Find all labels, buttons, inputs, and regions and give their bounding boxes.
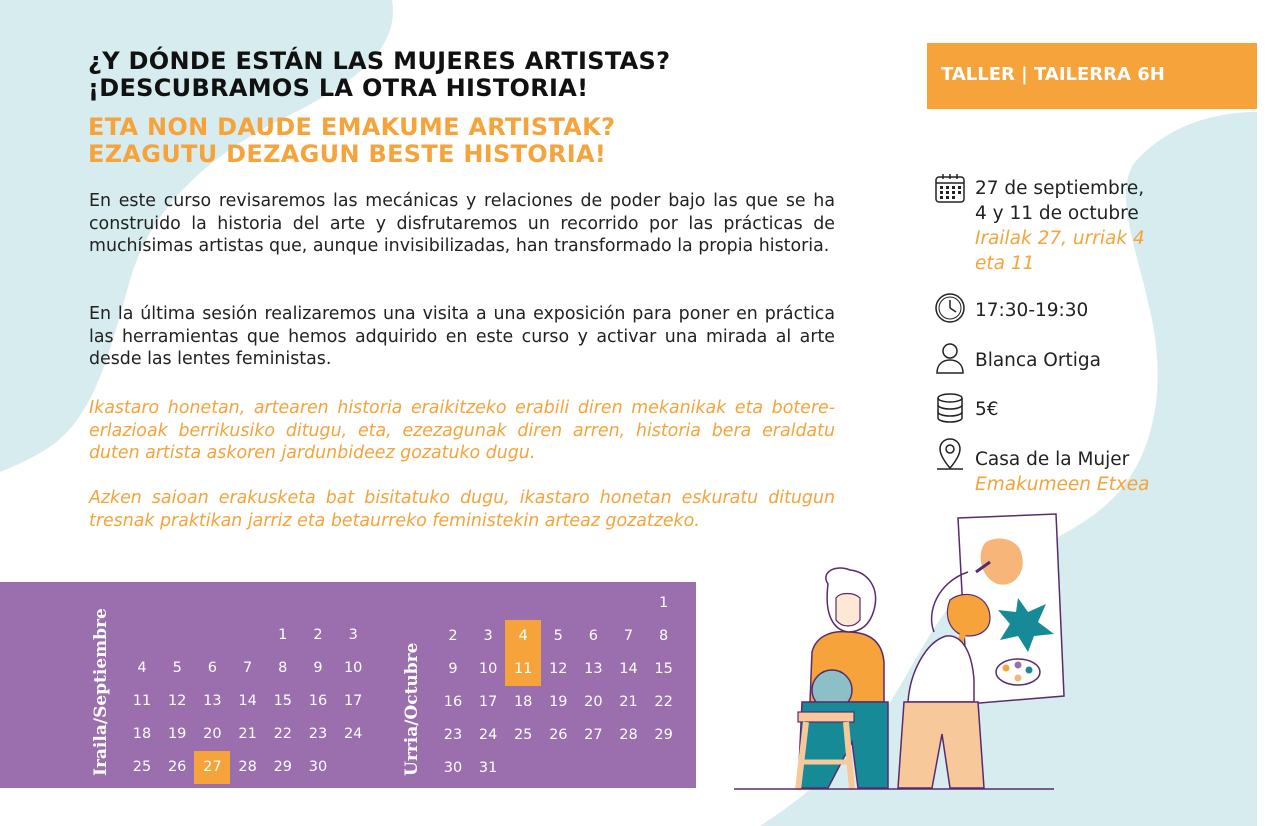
calendar-day-september: 29 [273,759,293,775]
description-basque-2: Azken saioan erakusketa bat bisitatuko dugu, ikastaro honetan eskuratu ditugun tresnak praktikan jarriz eta betaurreko feministekin arteaz gozatzeko. [89,488,835,531]
calendar-day-september: 6 [207,660,217,676]
calendar-day-october: 22 [654,694,673,710]
coins-icon [934,392,966,424]
calendar-day-october: 26 [549,727,568,743]
calendar-day-september: 16 [308,693,328,709]
calendar-day-october: 31 [478,760,498,776]
place-spanish: Casa de la Mujer [975,449,1130,470]
calendar-day-october: 25 [513,727,533,743]
calendar-day-october: 4 [505,620,541,653]
workshop-badge-label: TALLER | TAILERRA 6H [941,64,1165,85]
dates-basque-line-2: eta 11 [975,253,1035,274]
calendar-day-october: 19 [549,694,568,710]
calendar-day-september: 2 [313,627,323,643]
calendar-day-september: 14 [238,693,257,709]
calendar-day-october: 8 [658,628,669,644]
calendar-day-october: 7 [623,628,634,644]
calendar-day-october: 29 [654,727,673,743]
month-label-september: Iraila/Septiembre [91,608,111,776]
calendar-day-september: 5 [172,660,182,676]
calendar-day-october: 21 [619,694,638,710]
time-info: 17:30-19:30 [975,300,1089,321]
description-spanish-1: En este curso revisaremos las mecánicas y relaciones de poder bajo las que se ha construido la historia del arte y disfrutaremos un recorrido por las prácticas de muchísimas artistas que, aunque invisibilizadas, han transformado la propia historia. [89,191,835,256]
description-spanish-2: En la última sesión realizaremos una visita a una exposición para poner en práctica las herramientas que hemos adquirido en este curso y activar una mirada al arte desde las lentes feministas. [89,304,835,369]
calendar-day-october: 27 [584,727,603,743]
calendar-day-september: 18 [132,726,152,742]
calendar-day-october: 6 [588,628,598,644]
month-label-october: Urria/Octubre [402,642,422,776]
person-icon [934,342,966,374]
dates-basque-line-1: Irailak 27, urriak 4 [975,228,1145,249]
calendar-day-september: 24 [343,726,363,742]
workshop-badge [927,43,1257,109]
calendar-day-september: 1 [278,627,288,643]
calendar-day-october: 18 [513,694,533,710]
dates-info [975,176,1145,276]
calendar-day-october: 30 [443,760,463,776]
calendar-day-september: 3 [348,627,358,643]
calendar-day-september: 27 [194,751,230,784]
calendar-day-september: 4 [137,660,147,676]
calendar-day-october: 10 [478,661,498,677]
calendar-day-october: 28 [619,727,638,743]
calendar-day-september: 25 [132,759,152,775]
calendar-day-september: 12 [167,693,187,709]
calendar-day-october: 13 [584,661,603,677]
calendar-day-october: 9 [448,661,458,677]
calendar-day-october: 24 [478,727,498,743]
calendar-day-september: 21 [238,726,257,742]
calendar-day-september: 15 [273,693,293,709]
calendar-day-september: 22 [273,726,293,742]
teacher-info: Blanca Ortiga [975,350,1101,371]
calendar-day-september: 26 [167,759,187,775]
price-info: 5€ [975,399,999,420]
title-basque-line-1: ETA NON DAUDE EMAKUME ARTISTAK? [88,113,616,141]
title-spanish-line-2: ¡DESCUBRAMOS LA OTRA HISTORIA! [88,74,589,102]
calendar-day-september: 13 [203,693,222,709]
calendar-day-october: 20 [584,694,603,710]
place-info [975,447,1150,497]
dates-spanish-line-1: 27 de septiembre, [975,178,1145,199]
calendar-icon [934,172,966,204]
calendar-day-october: 11 [505,653,541,686]
calendar-day-september: 7 [242,660,253,676]
calendar-day-september: 23 [308,726,328,742]
calendar-day-october: 3 [483,628,493,644]
calendar-day-september: 20 [203,726,222,742]
calendar-day-october: 17 [478,694,498,710]
calendar-day-october: 15 [654,661,673,677]
calendar-day-october: 1 [658,595,669,611]
clock-icon [934,292,966,324]
calendar-day-october: 2 [448,628,458,644]
calendar-day-september: 11 [132,693,152,709]
description-basque-1: Ikastaro honetan, artearen historia eraikitzeko erabili diren mekanikak eta botere-erlazioak berrikusiko ditugu, eta, ezezagunak diren arren, historia bera eraldatu duten artista askoren jardunbideez gozatuko dugu. [89,398,835,463]
dates-spanish-line-2: 4 y 11 de octubre [975,203,1139,224]
calendar-day-october: 23 [443,727,463,743]
place-basque: Emakumeen Etxea [975,474,1150,495]
calendar-day-september: 10 [343,660,363,676]
calendar-day-october: 14 [619,661,638,677]
calendar-day-october: 16 [443,694,463,710]
women-painting-illustration [728,512,1068,797]
location-pin-icon [934,438,966,470]
title-basque-line-2: EZAGUTU DEZAGUN BESTE HISTORIA! [88,140,607,168]
calendar-day-september: 8 [278,660,288,676]
title-basque [88,114,615,168]
calendar-day-september: 28 [238,759,257,775]
calendar-day-september: 17 [343,693,363,709]
calendar-day-october: 5 [553,628,563,644]
calendar-day-october: 12 [549,661,568,677]
calendar-day-september: 9 [313,660,323,676]
calendar-day-september: 19 [167,726,187,742]
title-spanish [88,48,670,102]
title-spanish-line-1: ¿Y DÓNDE ESTÁN LAS MUJERES ARTISTAS? [88,47,671,75]
calendar-day-september: 30 [308,759,328,775]
